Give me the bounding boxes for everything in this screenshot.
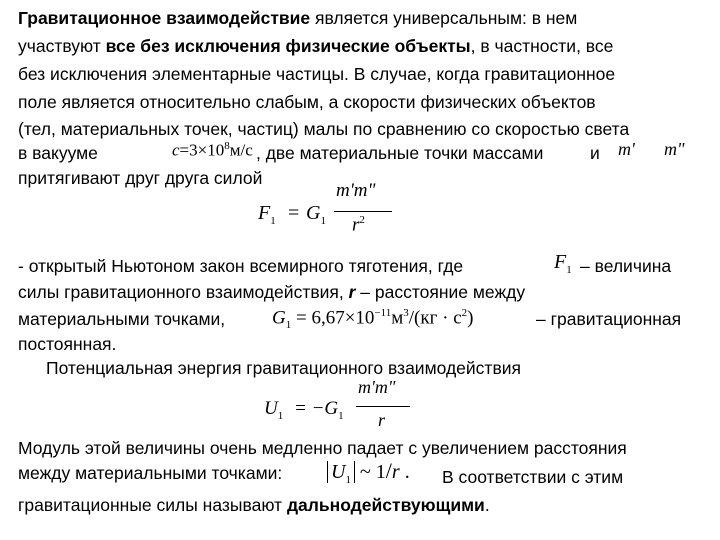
formula1-numerator: m'm"	[336, 180, 376, 201]
intro-line-5: (тел, материальных точек, частиц) малы по сравнению со скоростью света	[18, 119, 630, 139]
potential-numerator: m'm"	[358, 377, 396, 397]
potential-G: = $-G_1$	[294, 398, 344, 422]
potential-denominator: r	[378, 410, 386, 430]
intro-line-2: участвуют все без исключения физические объекты, в частности, все	[18, 36, 614, 56]
potential-fraction-bar	[356, 406, 410, 407]
intro-line-1: Гравитационное взаимодействие является универсальным: в нем	[18, 8, 578, 28]
intro-line-6b: , две материальные точки массами	[256, 143, 544, 163]
formula1-denominator: $r^2$	[352, 214, 365, 236]
term-long-range: дальнодействующими	[286, 495, 485, 515]
intro-line-6a: в вакууме	[18, 143, 98, 163]
speed-of-light-formula: $c=3\times 10^8м/с$	[172, 140, 253, 160]
newton-line-4: постоянная.	[18, 334, 117, 354]
modulus-line-1: Модуль этой величины очень медленно падает с увеличением расстояния	[18, 438, 627, 458]
modulus-line-3: гравитационные силы называют дальнодействующими.	[18, 495, 490, 515]
modulus-formula: $U_1$ ~ 1/r .	[327, 458, 410, 486]
modulus-line-2b: В соответствии с этим	[442, 467, 624, 487]
newton-F1: $F_1$	[554, 251, 572, 276]
mass-m-double-prime: m"	[664, 139, 685, 159]
intro-line-3: без исключения элементарные частицы. В случае, когда гравитационное	[18, 64, 616, 84]
term-gravitational-interaction: Гравитационное взаимодействие	[18, 8, 311, 28]
term-all-objects: все без исключения физические объекты	[105, 36, 471, 56]
modulus-line-2a: между материальными точками:	[18, 463, 283, 483]
newton-line-1a: - открытый Ньютоном закон всемирного тяготения, где	[18, 256, 464, 276]
formula1-G: $G_1$	[306, 202, 326, 227]
gravitational-constant-formula: $G_1 = 6,67\times 10^{-11}м^3/(кг \cdot с^2)$	[272, 307, 474, 332]
newton-line-3b: – гравитационная	[536, 309, 682, 329]
potential-lhs: $U_1$	[264, 398, 284, 422]
formula1-lhs: $F_1$	[258, 202, 276, 227]
mass-m-prime: m'	[618, 139, 635, 159]
formula1-eq: =	[288, 202, 300, 224]
intro-and: и	[590, 143, 600, 163]
newton-line-2: силы гравитационного взаимодействия, r – расстояние между	[18, 282, 526, 302]
intro-line-7: притягивают друг друга силой	[18, 168, 263, 188]
intro-line-4: поле является относительно слабым, а скорости физических объектов	[18, 92, 596, 112]
newton-line-1b: – величина	[580, 256, 672, 276]
newton-line-3a: материальными точками,	[18, 309, 226, 329]
formula1-fraction-bar	[334, 211, 392, 212]
potential-energy-heading: Потенциальная энергия гравитационного взаимодействия	[46, 358, 521, 378]
